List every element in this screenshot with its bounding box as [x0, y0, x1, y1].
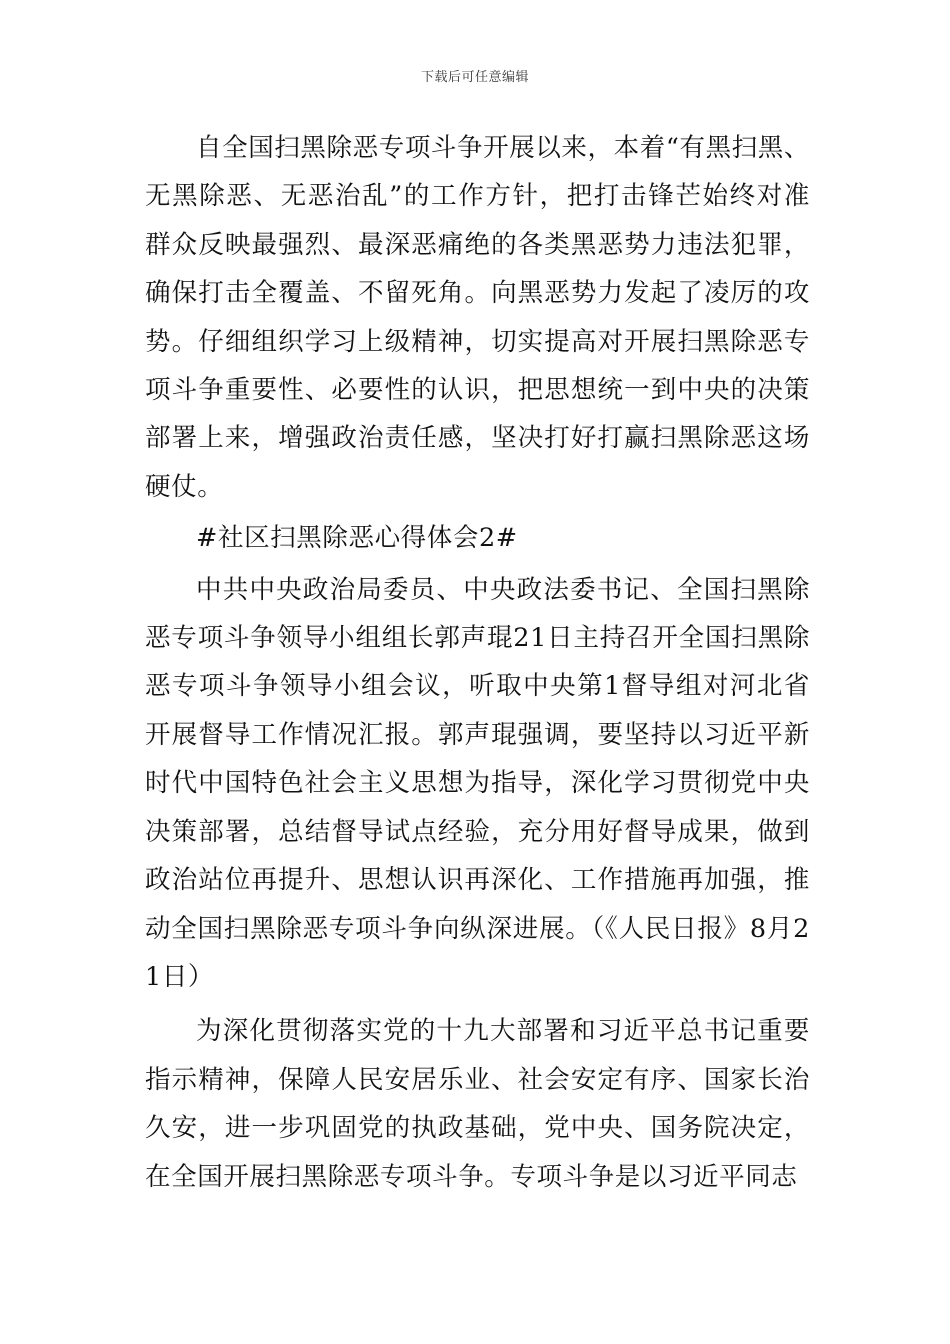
page-header: 下载后可任意编辑	[420, 70, 529, 85]
paragraph-3: 为深化贯彻落实党的十九大部署和习近平总书记重要指示精神，保障人民安居乐业、社会安定有序、国家长治久安，进一步巩固党的执政基础，党中央、国务院决定，在全国开展扫黑除恶专项斗争。专项斗争是以习近平同志	[145, 1016, 810, 1192]
section-heading: #社区扫黑除恶心得体会2#	[196, 523, 518, 554]
document-body	[145, 124, 810, 1201]
paragraph-1: 自全国扫黑除恶专项斗争开展以来，本着“有黑扫黑、无黑除恶、无恶治乱”的工作方针，把打击锋芒始终对准群众反映最强烈、最深恶痛绝的各类黑恶势力违法犯罪，确保打击全覆盖、不留死角。向黑恶势力发起了凌厉的攻势。仔细组织学习上级精神，切实提高对开展扫黑除恶专项斗争重要性、必要性的认识，把思想统一到中央的决策部署上来，增强政治责任感，坚决打好打赢扫黑除恶这场硬仗。	[145, 133, 810, 502]
paragraph-2: 中共中央政治局委员、中央政法委书记、全国扫黑除恶专项斗争领导小组组长郭声琨21日主持召开全国扫黑除恶专项斗争领导小组会议，听取中央第1督导组对河北省开展督导工作情况汇报。郭声琨强调，要坚持以习近平新时代中国特色社会主义思想为指导，深化学习贯彻党中央决策部署，总结督导试点经验，充分用好督导成果，做到政治站位再提升、思想认识再深化、工作措施再加强，推动全国扫黑除恶专项斗争向纵深进展。（《人民日报》8月21日）	[145, 574, 810, 992]
